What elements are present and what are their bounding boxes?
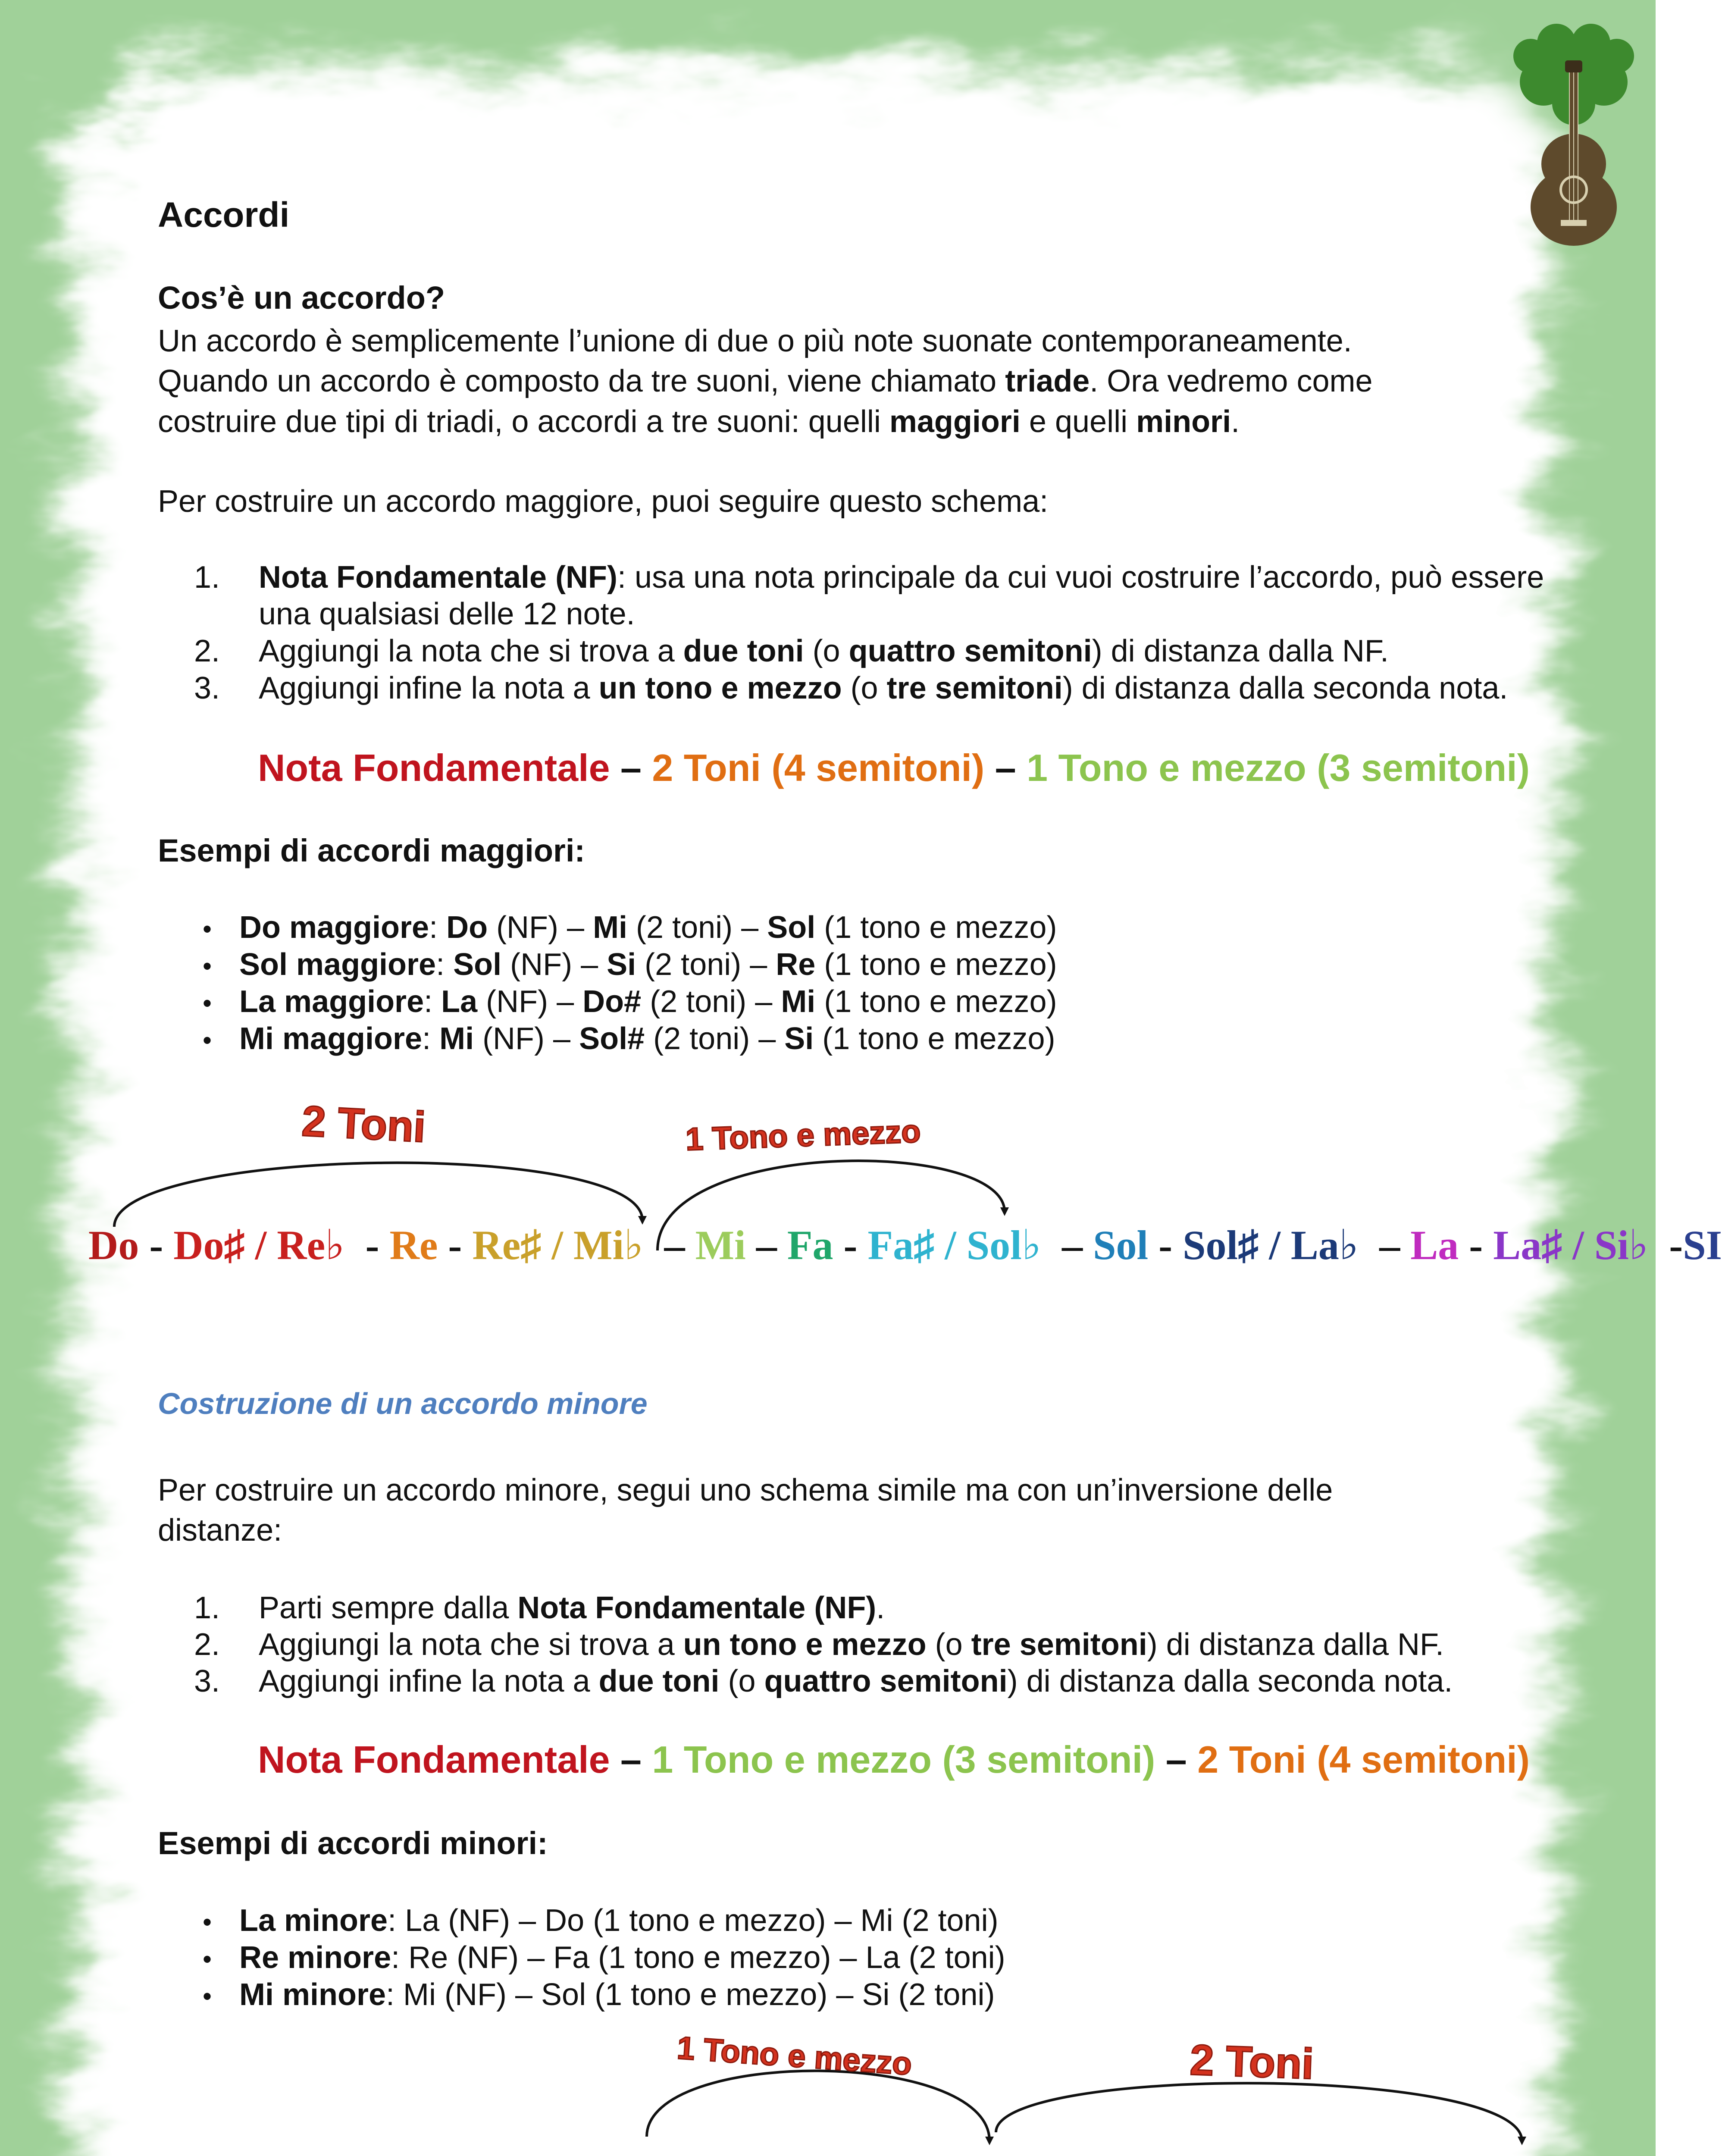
scale-note: Sol [1093,1222,1148,1268]
minor-formula: Nota Fondamentale – 1 Tono e mezzo (3 semitoni) – 2 Toni (4 semitoni) [258,1738,1530,1782]
minor-annotation-1-tono-mezzo: 1 Tono e mezzo [676,2029,913,2082]
major-annotation-1-tono-mezzo: 1 Tono e mezzo [685,1113,921,1158]
minor-step-2: 2. Aggiungi la nota che si trova a un tono e mezzo (o tre semitoni) di distanza dalla NF. [190,1625,1444,1664]
scale-note: - [1459,1222,1493,1268]
major-step-1-cont: una qualsiasi delle 12 note. [259,594,635,634]
scale-note: Re [389,1222,438,1268]
scale-note: - [139,1222,173,1268]
scale-note: La♯ / Si♭ [1493,1222,1648,1268]
scale-note: Do♯ / Re♭ [173,1222,344,1268]
list-item: • Do maggiore: Do (NF) – Mi (2 toni) – Sol (1 tono e mezzo) [203,908,1057,945]
major-formula: Nota Fondamentale – 2 Toni (4 semitoni) – 1 Tono e mezzo (3 semitoni) [258,746,1530,790]
scale-note: Fa♯ / Sol♭ [867,1222,1041,1268]
major-annotation-2-toni: 2 Toni [301,1097,427,1153]
intro-question: Cos’è un accordo? [158,279,445,316]
major-lead: Per costruire un accordo maggiore, puoi seguire questo schema: [158,482,1048,521]
scale-note: - [833,1222,867,1268]
scale-note: SI [1683,1222,1722,1268]
scale-note: - [1148,1222,1183,1268]
minor-step-1: 1. Parti sempre dalla Nota Fondamentale (NF). [190,1588,885,1628]
page-title: Accordi [158,195,289,235]
minor-section-heading: Costruzione di un accordo minore [158,1386,648,1421]
intro-paragraph-line-2: Quando un accordo è composto da tre suoni, viene chiamato triade. Ora vedremo come [158,361,1373,401]
scale-note: - [1648,1222,1683,1268]
scale-note: Do [88,1222,139,1268]
scale-note: - [345,1222,390,1268]
major-step-3: 3. Aggiungi infine la nota a un tono e mezzo (o tre semitoni) di distanza dalla seconda nota. [190,668,1508,708]
scale-note: – [644,1222,695,1268]
intro-paragraph-line-3: costruire due tipi di triadi, o accordi a tre suoni: quelli maggiori e quelli minori. [158,402,1240,442]
list-item: • Sol maggiore: Sol (NF) – Si (2 toni) – Re (1 tono e mezzo) [203,945,1057,982]
major-step-1: 1. Nota Fondamentale (NF): usa una nota principale da cui vuoi costruire l’accordo, può essere [190,558,1544,597]
scale-note: - [438,1222,472,1268]
scale-note: Fa [787,1222,833,1268]
minor-annotation-2-toni: 2 Toni [1189,2035,1315,2089]
intro-paragraph-line-1: Un accordo è semplicemente l’unione di due o più note suonate contemporaneamente. [158,321,1352,361]
scale-note: Sol♯ / La♭ [1183,1222,1359,1268]
list-item: • Mi maggiore: Mi (NF) – Sol# (2 toni) – Si (1 tono e mezzo) [203,1019,1057,1056]
list-item: • La maggiore: La (NF) – Do# (2 toni) – Mi (1 tono e mezzo) [203,982,1057,1019]
scale-note: – [746,1222,787,1268]
scale-note: – [1041,1222,1093,1268]
scale-note: Re♯ / Mi♭ [472,1222,643,1268]
scale-note: La [1410,1222,1459,1268]
scale-note: Mi [695,1222,746,1268]
scale-note: – [1359,1222,1410,1268]
major-examples-title: Esempi di accordi maggiori: [158,832,585,869]
minor-examples-title: Esempi di accordi minori: [158,1825,548,1861]
minor-step-3: 3. Aggiungi infine la nota a due toni (o quattro semitoni) di distanza dalla seconda nota. [190,1661,1453,1701]
minor-lead-line-1: Per costruire un accordo minore, segui uno schema simile ma con un’inversione delle [158,1470,1333,1510]
major-step-2: 2. Aggiungi la nota che si trova a due toni (o quattro semitoni) di distanza dalla NF. [190,631,1389,671]
list-item: • La minore: La (NF) – Do (1 tono e mezzo) – Mi (2 toni) [203,1901,1005,1938]
minor-lead-line-2: distanze: [158,1510,282,1550]
list-item: • Re minore: Re (NF) – Fa (1 tono e mezzo) – La (2 toni) [203,1938,1005,1975]
list-item: • Mi minore: Mi (NF) – Sol (1 tono e mezzo) – Si (2 toni) [203,1975,1005,2012]
